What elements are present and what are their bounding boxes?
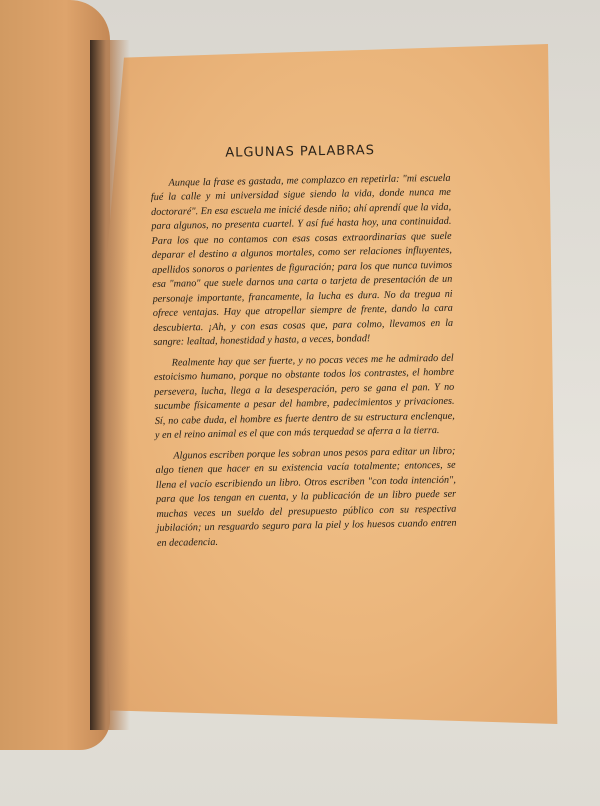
paragraph-2: Realmente hay que ser fuerte, y no pocas veces me he admirado del estoicismo humano, porque no obstante todos los contrastes, el hombre persevera, lucha, llega a la desesperación, pero se gana el pan. Y no sucumbe físicamente a pesar del hambre, padecimientos y privaciones. Sí, no cabe duda, el hombre es fuerte dentro de su estructura enclenque, y en el reino animal es el que con más terquedad se aferra a la tierra. bbox=[153, 352, 455, 441]
page-title: ALGUNAS PALABRAS bbox=[225, 143, 376, 161]
paragraph-3: Algunos escriben porque les sobran unos pesos para editar un libro; algo tienen que hacer en su existencia vacía totalmente; entonces, se llena el vacío escribiendo un libro. Otros escriben "con toda intención", para que los tengan en cuenta, y la publicación de un libro puede ser muchas veces un sueldo del presupuesto público con su respectiva jubilación; un resguardo seguro para la piel y los huesos cuando entren en decadencia. bbox=[155, 445, 457, 549]
page-text bbox=[150, 143, 457, 557]
book-gutter bbox=[90, 40, 130, 730]
paragraph-1: Aunque la frase es gastada, me complazco en repetirla: "mi escuela fué la calle y mi universidad sigue siendo la vida, donde nunca me doctoraré". En esa escuela me inicié desde niño; ahí aprendí que la vida, para algunos, no presenta cuartel. Y así fué hasta hoy, una continuidad. Para los que no contamos con esas cosas extraordinarias que suele deparar el destino a algunos mortales, como ser relaciones influyentes, apellidos sonoros o parientes de figuración; para los que nunca tuvimos esa "mano" que suele darnos una carta o tarjeta de presentación de un personaje importante, francamente, la lucha es dura. No da tregua ni ofrece ventajas. Hay que atropellar siempre de frente, dando la cara descubierta. ¡Ah, y con esas cosas que, para colmo, llevamos en la sangre: lealtad, honestidad y hasta, a veces, bondad! bbox=[150, 172, 454, 348]
